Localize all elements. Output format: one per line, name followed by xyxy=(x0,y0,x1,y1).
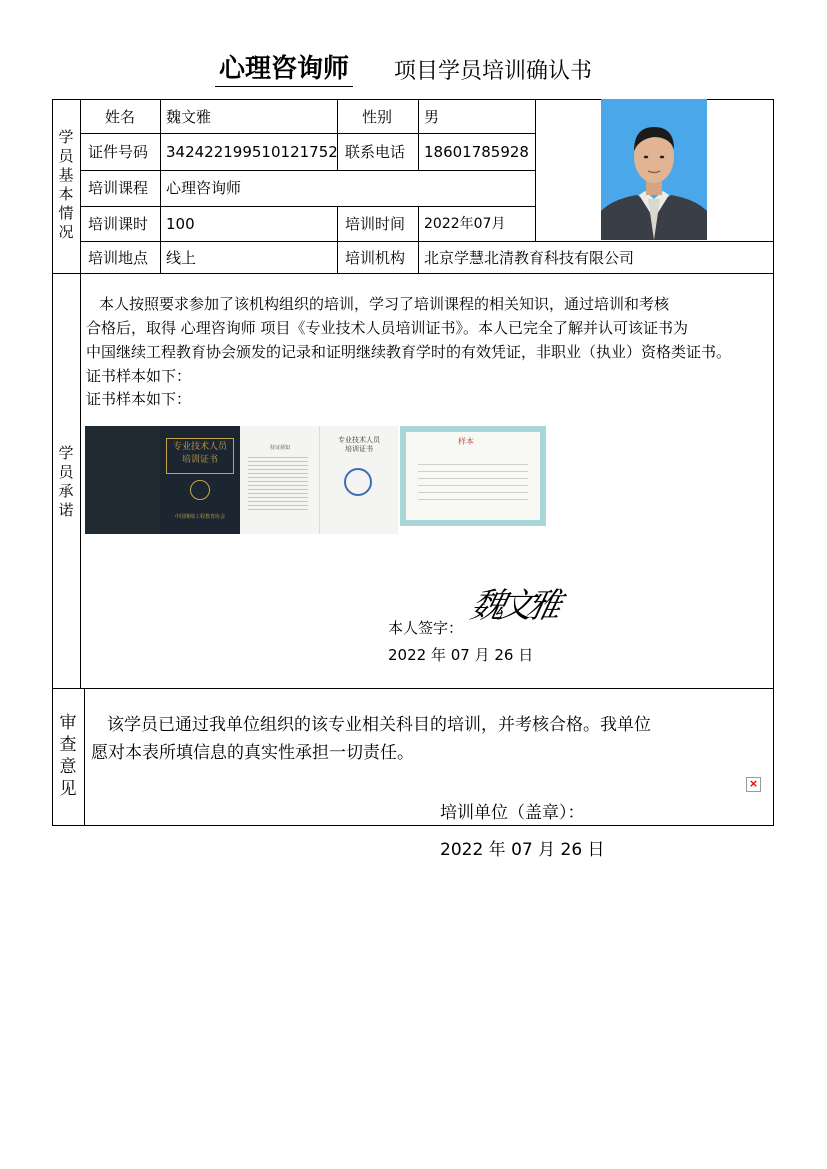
name-label: 姓名 xyxy=(105,108,136,126)
person-photo-icon xyxy=(601,99,707,240)
name-value: 魏文雅 xyxy=(166,108,212,126)
cert-notice-title: 持证须知 xyxy=(269,445,290,451)
gender-value: 男 xyxy=(424,108,440,126)
id-label: 证件号码 xyxy=(88,143,149,161)
seal-label: 培训单位（盖章）： xyxy=(440,803,585,823)
cert-emblem-icon xyxy=(190,480,210,500)
commitment-line-5: 证书样本如下： xyxy=(86,390,192,408)
cert-inner-title-2: 培训证书 xyxy=(345,445,373,453)
cert-inner-title-1: 专业技术人员 xyxy=(338,436,380,444)
commitment-date: 2022 年 07 月 26 日 xyxy=(388,646,534,664)
cert-inner-pages xyxy=(240,426,398,534)
time-label: 培训时间 xyxy=(345,215,406,233)
section-label-review: 审查意见 xyxy=(59,713,77,799)
hours-value: 100 xyxy=(166,215,195,233)
signature-label: 本人签字： xyxy=(388,619,464,637)
course-value: 心理咨询师 xyxy=(166,179,242,197)
cert-cover-bottom: 中国继续工程教育协会 xyxy=(174,514,225,520)
cert-cover-title-2: 培训证书 xyxy=(181,455,218,465)
cert-sample-stamp: 样本 xyxy=(458,437,474,446)
cert-inner-emblem-icon xyxy=(344,468,372,496)
org-value: 北京学慧北清教育科技有限公司 xyxy=(424,249,635,267)
time-value: 2022年07月 xyxy=(424,216,506,232)
location-label: 培训地点 xyxy=(88,249,149,267)
title-text: 项目学员培训确认书 xyxy=(394,59,593,84)
cert-back-cover xyxy=(85,426,160,534)
cert-cover-title-1: 专业技术人员 xyxy=(172,442,227,452)
commitment-line-4: 证书样本如下： xyxy=(86,367,192,385)
section-label-basic-info: 学员基本情况 xyxy=(58,128,74,241)
cert-front-cover xyxy=(160,426,240,534)
hours-label: 培训课时 xyxy=(88,215,149,233)
org-label: 培训机构 xyxy=(345,249,406,267)
student-photo xyxy=(601,99,707,240)
title-course-name: 心理咨询师 xyxy=(215,52,353,87)
section-label-commitment: 学员承诺 xyxy=(58,444,74,519)
course-label: 培训课程 xyxy=(88,179,149,197)
commitment-line-3: 中国继续工程教育协会颁发的记录和证明继续教育学时的有效凭证，非职业（执业）资格类证书。 xyxy=(86,343,732,361)
location-value: 线上 xyxy=(166,249,197,267)
id-value: 342422199510121752 xyxy=(166,143,338,161)
cert-sample-page xyxy=(400,426,546,526)
commitment-line-2: 合格后，取得 心理咨询师 项目《专业技术人员培训证书》。本人已完全了解并认可该证书为 xyxy=(86,319,689,337)
review-date: 2022 年 07 月 26 日 xyxy=(440,840,605,860)
handwritten-signature: 魏文雅 xyxy=(467,586,560,626)
review-line-2: 愿对本表所填信息的真实性承担一切责任。 xyxy=(91,743,414,763)
cert-notice-text xyxy=(248,454,308,512)
cert-sample-text xyxy=(418,458,528,502)
broken-image-icon: × xyxy=(746,777,761,792)
phone-label: 联系电话 xyxy=(345,143,406,161)
commitment-line-1: 本人按照要求参加了该机构组织的培训，学习了培训课程的相关知识，通过培训和考核 xyxy=(99,295,670,313)
gender-label: 性别 xyxy=(362,108,393,126)
review-line-1: 该学员已通过我单位组织的该专业相关科目的培训，并考核合格。我单位 xyxy=(107,715,651,735)
phone-value: 18601785928 xyxy=(424,143,529,161)
